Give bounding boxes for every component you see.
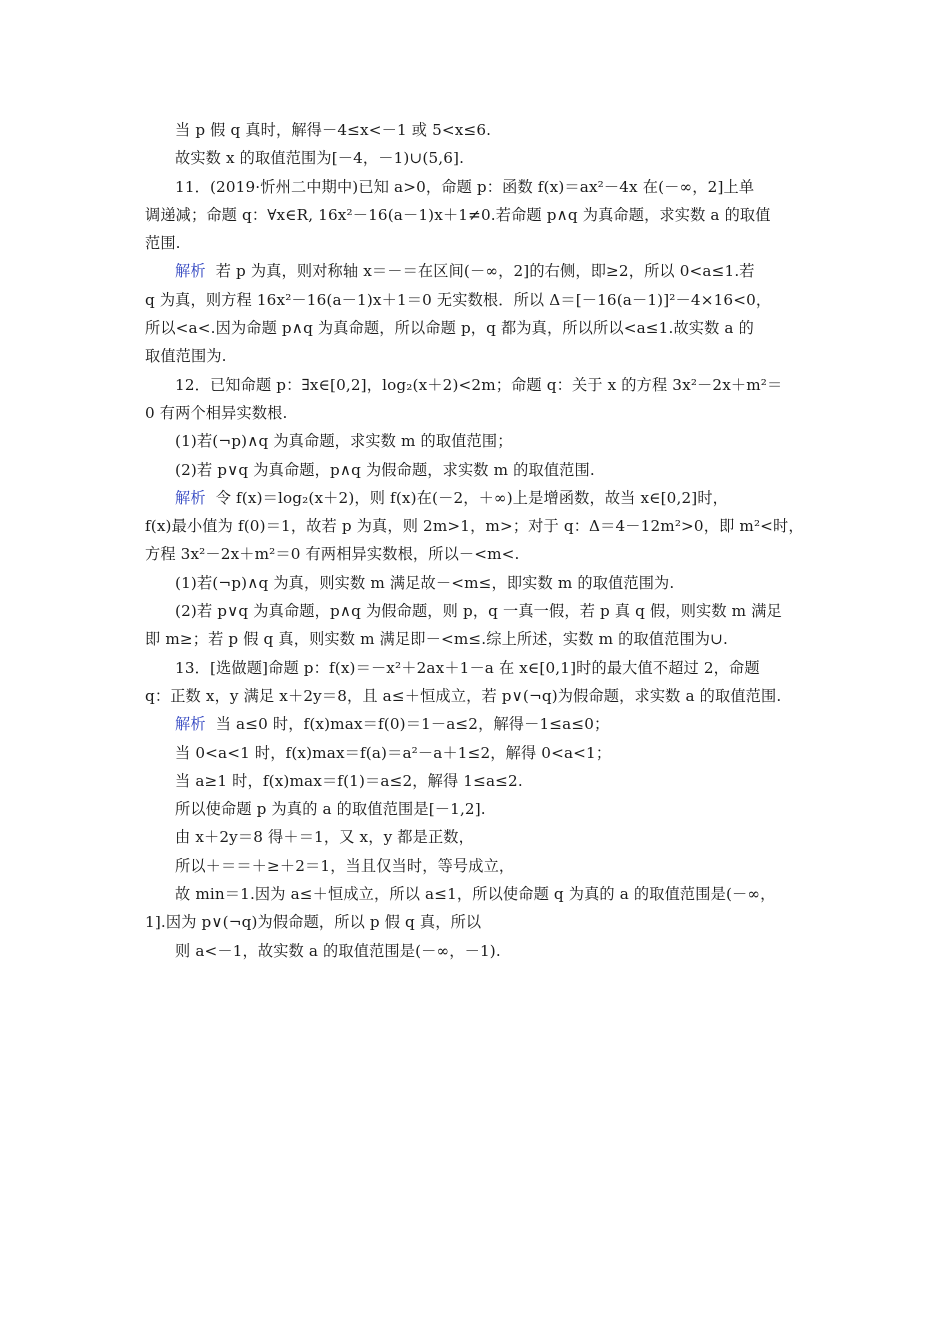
text-line bbox=[145, 173, 817, 201]
line-text: 所以使命题 p 为真的 a 的取值范围是[－1,2]. bbox=[175, 800, 486, 819]
text-line bbox=[145, 625, 817, 653]
line-text: 当 a≥1 时，f(x)max＝f(1)＝a≤2，解得 1≤a≤2. bbox=[175, 771, 523, 790]
solution-label: 解析 bbox=[175, 488, 206, 507]
text-line bbox=[145, 229, 817, 257]
line-text: 当 p 假 q 真时，解得－4≤x<－1 或 5<x≤6. bbox=[175, 121, 492, 139]
text-line bbox=[145, 937, 817, 965]
line-text: 方程 3x²－2x＋m²＝0 有两相异实数根，所以－<m<. bbox=[145, 545, 520, 564]
line-text: 范围. bbox=[145, 234, 181, 253]
text-line bbox=[145, 795, 817, 823]
line-text: 故 min＝1.因为 a≤＋恒成立，所以 a≤1，所以使命题 q 为真的 a 的取值范围是(－∞， bbox=[175, 885, 776, 904]
text-line bbox=[145, 710, 817, 738]
text-line bbox=[145, 739, 817, 767]
text-line bbox=[145, 201, 817, 229]
text-line bbox=[145, 654, 817, 682]
text-line bbox=[145, 257, 817, 285]
line-text: 当 a≤0 时，f(x)max＝f(0)＝1－a≤2，解得－1≤a≤0； bbox=[215, 715, 610, 734]
solution-label: 解析 bbox=[175, 715, 206, 734]
text-line bbox=[145, 908, 817, 936]
line-text: 当 0<a<1 时，f(x)max＝f(a)＝a²－a＋1≤2，解得 0<a<1； bbox=[175, 743, 612, 762]
document-page bbox=[145, 116, 817, 965]
line-text: 1].因为 p∨(¬q)为假命题，所以 p 假 q 真，所以 bbox=[145, 913, 482, 932]
line-text: 即 m≥；若 p 假 q 真，则实数 m 满足即－<m≤.综上所述，实数 m 的取值范围为∪. bbox=[145, 630, 728, 649]
text-line bbox=[145, 682, 817, 710]
text-line bbox=[145, 569, 817, 597]
line-text: (1)若(¬p)∧q 为真，则实数 m 满足故－<m≤，即实数 m 的取值范围为. bbox=[175, 573, 675, 592]
text-line bbox=[145, 144, 817, 172]
line-text: (1)若(¬p)∧q 为真命题，求实数 m 的取值范围； bbox=[175, 432, 513, 451]
line-text: 11．(2019·忻州二中期中)已知 a>0，命题 p：函数 f(x)＝ax²－4x 在(－∞，2]上单 bbox=[175, 177, 755, 196]
line-text: 0 有两个相异实数根. bbox=[145, 403, 288, 422]
line-text: (2)若 p∨q 为真命题，p∧q 为假命题，求实数 m 的取值范围. bbox=[175, 460, 595, 479]
line-text: 令 f(x)＝log₂(x＋2)，则 f(x)在(－2，＋∞)上是增函数，故当 x∈[0,2]时， bbox=[215, 488, 729, 507]
line-text: 取值范围为. bbox=[145, 347, 227, 366]
line-text: 调递减；命题 q：∀x∈R, 16x²－16(a－1)x＋1≠0.若命题 p∧q 为真命题，求实数 a 的取值 bbox=[145, 205, 771, 224]
text-line bbox=[145, 540, 817, 568]
line-text: q：正数 x，y 满足 x＋2y＝8，且 a≤＋恒成立，若 p∨(¬q)为假命题，求实数 a 的取值范围. bbox=[145, 686, 782, 705]
line-text: 所以＋＝＝＋≥＋2＝1，当且仅当时，等号成立， bbox=[175, 856, 515, 875]
text-line bbox=[145, 116, 817, 144]
text-line bbox=[145, 314, 817, 342]
text-line bbox=[145, 823, 817, 851]
text-line bbox=[145, 852, 817, 880]
text-line bbox=[145, 484, 817, 512]
text-line bbox=[145, 512, 817, 540]
solution-label: 解析 bbox=[175, 262, 206, 281]
line-text: 由 x＋2y＝8 得＋＝1，又 x，y 都是正数， bbox=[175, 828, 474, 847]
line-text: 12．已知命题 p：∃x∈[0,2]，log₂(x＋2)<2m；命题 q：关于 x 的方程 3x²－2x＋m²＝ bbox=[175, 375, 783, 394]
line-text: 13．[选做题]命题 p：f(x)＝－x²＋2ax＋1－a 在 x∈[0,1]时的最大值不超过 2，命题 bbox=[175, 658, 760, 677]
line-text: 则 a<－1，故实数 a 的取值范围是(－∞，－1). bbox=[175, 941, 501, 960]
text-line bbox=[145, 880, 817, 908]
line-text: 若 p 为真，则对称轴 x＝－＝在区间(－∞，2]的右侧，即≥2，所以 0<a≤1.若 bbox=[215, 262, 755, 281]
text-line bbox=[145, 767, 817, 795]
line-text: f(x)最小值为 f(0)＝1，故若 p 为真，则 2m>1，m>；对于 q：Δ＝4－12m²>0，即 m²<时， bbox=[145, 517, 804, 536]
line-text: (2)若 p∨q 为真命题，p∧q 为假命题，则 p，q 一真一假，若 p 真 q 假，则实数 m 满足 bbox=[175, 602, 782, 621]
text-line bbox=[145, 399, 817, 427]
text-line bbox=[145, 597, 817, 625]
text-line bbox=[145, 286, 817, 314]
line-text: q 为真，则方程 16x²－16(a－1)x＋1＝0 无实数根．所以 Δ＝[－16(a－1)]²－4×16<0， bbox=[145, 290, 772, 309]
text-line bbox=[145, 456, 817, 484]
line-text: 故实数 x 的取值范围为[－4，－1)∪(5,6]. bbox=[175, 149, 465, 168]
line-text: 所以<a<.因为命题 p∧q 为真命题，所以命题 p，q 都为真，所以所以<a≤1.故实数 a 的 bbox=[145, 319, 754, 338]
text-line bbox=[145, 342, 817, 370]
text-line bbox=[145, 371, 817, 399]
text-line bbox=[145, 427, 817, 455]
